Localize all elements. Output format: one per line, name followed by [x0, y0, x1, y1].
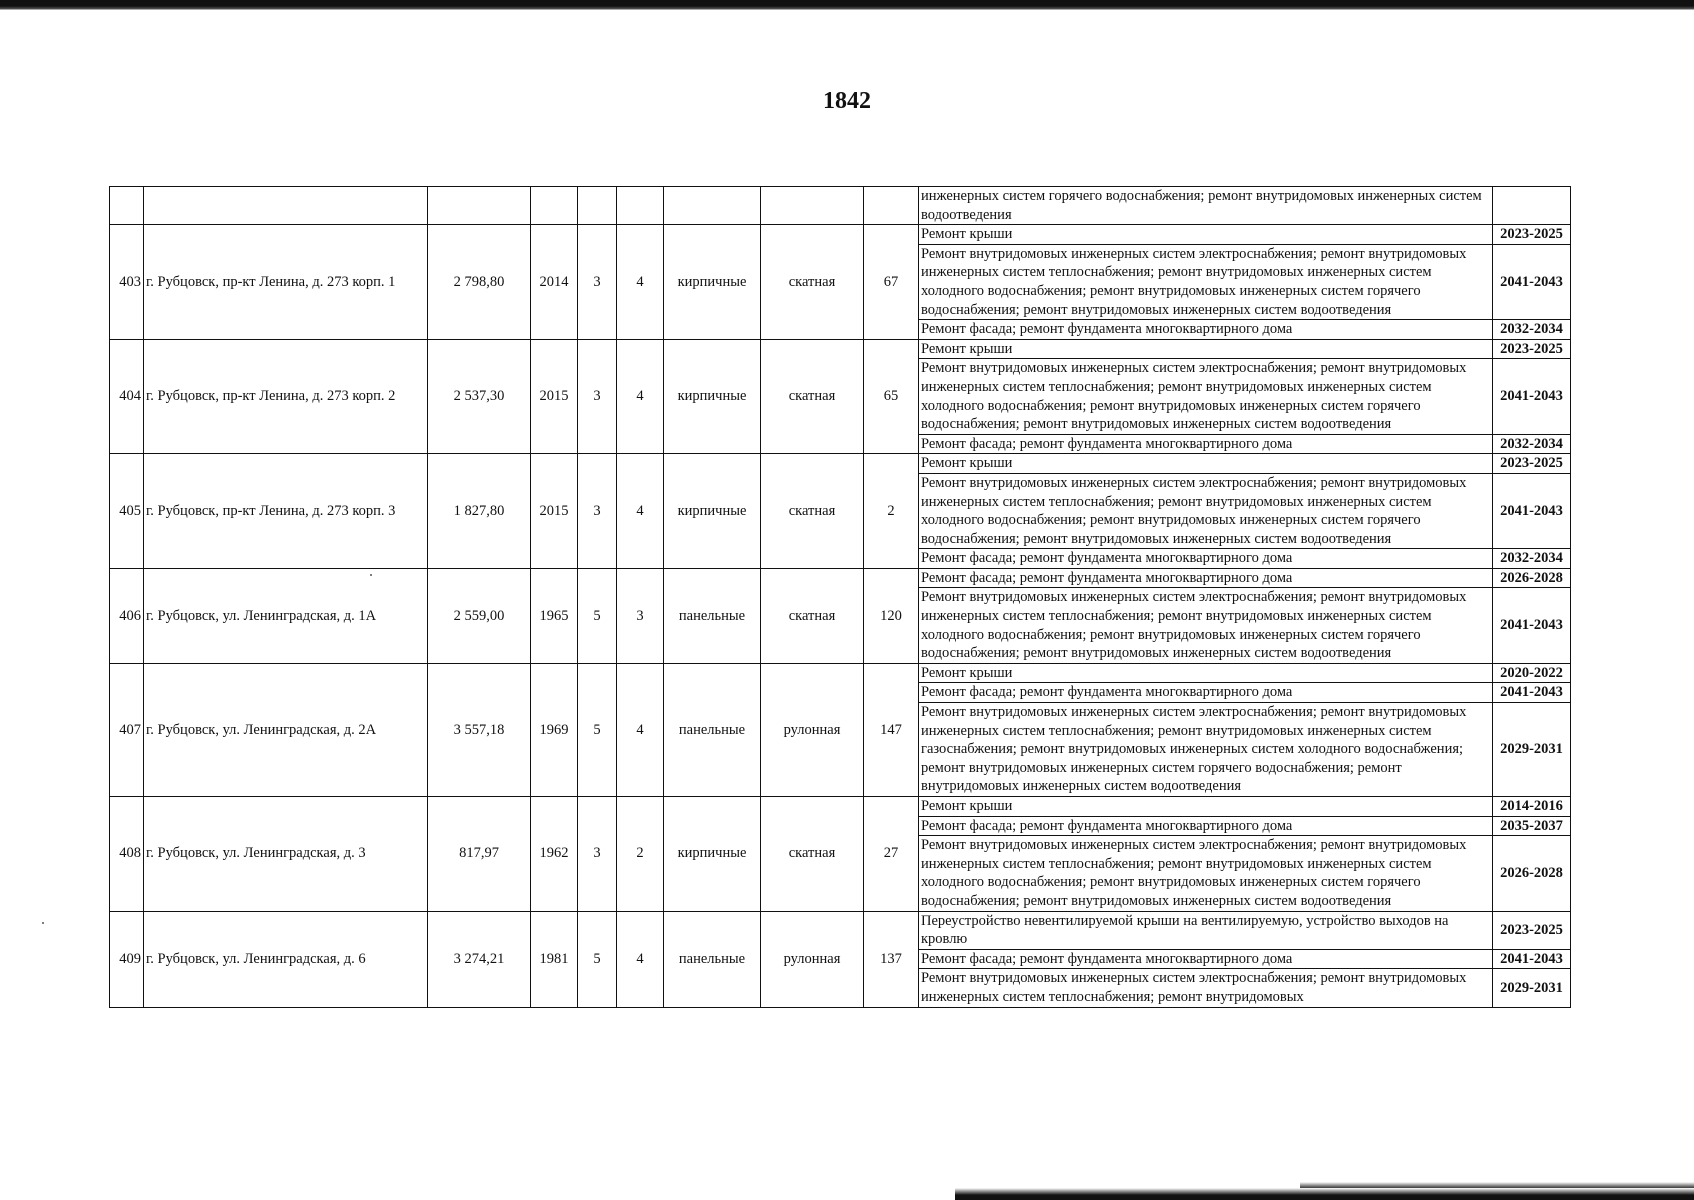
building-area: 817,97	[428, 797, 531, 912]
floors-count: 5	[578, 663, 617, 796]
work-period: 2026-2028	[1493, 568, 1571, 588]
work-period: 2041-2043	[1493, 473, 1571, 548]
work-period: 2023-2025	[1493, 911, 1571, 949]
wall-material: кирпичные	[664, 225, 761, 340]
empty-cell	[110, 187, 144, 225]
wall-material: панельные	[664, 911, 761, 1007]
work-period: 2029-2031	[1493, 969, 1571, 1007]
wall-material: панельные	[664, 568, 761, 663]
work-description: Ремонт фасада; ремонт фундамента многоквартирного дома	[919, 434, 1493, 454]
work-period: 2035-2037	[1493, 816, 1571, 836]
building-row	[110, 797, 1571, 817]
floors-count: 3	[578, 339, 617, 454]
commissioning-year: 2015	[531, 339, 578, 454]
commissioning-year: 1962	[531, 797, 578, 912]
wall-material: кирпичные	[664, 797, 761, 912]
roof-type: скатная	[761, 454, 864, 569]
empty-cell	[578, 187, 617, 225]
empty-cell	[428, 187, 531, 225]
empty-cell	[617, 187, 664, 225]
building-row	[110, 568, 1571, 588]
work-period: 2032-2034	[1493, 320, 1571, 340]
work-period: 2023-2025	[1493, 339, 1571, 359]
work-period: 2029-2031	[1493, 703, 1571, 797]
empty-cell	[664, 187, 761, 225]
work-period: 2032-2034	[1493, 434, 1571, 454]
wall-material: кирпичные	[664, 339, 761, 454]
building-row	[110, 911, 1571, 949]
work-description: Переустройство невентилируемой крыши на вентилируемую, устройство выходов на кровлю	[919, 911, 1493, 949]
work-period: 2032-2034	[1493, 549, 1571, 569]
building-area: 2 798,80	[428, 225, 531, 340]
commissioning-year: 1969	[531, 663, 578, 796]
row-number: 407	[110, 663, 144, 796]
building-row	[110, 339, 1571, 359]
buildings-table	[109, 186, 1571, 1008]
scan-top-edge	[0, 0, 1694, 10]
floors-count: 5	[578, 911, 617, 1007]
work-description: Ремонт внутридомовых инженерных систем электроснабжения; ремонт внутридомовых инженерных систем теплоснабжения; ремонт внутридомовых инженерных систем холодного водоснабжения; ремонт внутридомовых инженерных систем горячего водоснабжения; ремонт внутридомовых инженерных систем водоотведения	[919, 588, 1493, 663]
building-row	[110, 225, 1571, 245]
building-area: 3 557,18	[428, 663, 531, 796]
work-description: Ремонт фасада; ремонт фундамента многоквартирного дома	[919, 683, 1493, 703]
empty-cell	[1493, 187, 1571, 225]
building-area: 2 559,00	[428, 568, 531, 663]
wall-material: панельные	[664, 663, 761, 796]
roof-type: скатная	[761, 797, 864, 912]
entrances-count: 4	[617, 339, 664, 454]
roof-type: рулонная	[761, 911, 864, 1007]
building-address: г. Рубцовск, ул. Ленинградская, д. 2А	[144, 663, 428, 796]
building-area: 1 827,80	[428, 454, 531, 569]
building-address: г. Рубцовск, пр-кт Ленина, д. 273 корп. 3	[144, 454, 428, 569]
work-description: Ремонт фасада; ремонт фундамента многоквартирного дома	[919, 320, 1493, 340]
floors-count: 3	[578, 225, 617, 340]
entrances-count: 3	[617, 568, 664, 663]
building-address: г. Рубцовск, ул. Ленинградская, д. 3	[144, 797, 428, 912]
building-area: 2 537,30	[428, 339, 531, 454]
commissioning-year: 2014	[531, 225, 578, 340]
roof-type: скатная	[761, 568, 864, 663]
work-description: Ремонт крыши	[919, 663, 1493, 683]
work-period: 2023-2025	[1493, 454, 1571, 474]
work-description: инженерных систем горячего водоснабжения; ремонт внутридомовых инженерных систем водоотведения	[919, 187, 1493, 225]
work-description: Ремонт крыши	[919, 797, 1493, 817]
empty-cell	[531, 187, 578, 225]
residents-count: 137	[864, 911, 919, 1007]
work-description: Ремонт крыши	[919, 339, 1493, 359]
commissioning-year: 2015	[531, 454, 578, 569]
work-description: Ремонт внутридомовых инженерных систем электроснабжения; ремонт внутридомовых инженерных систем теплоснабжения; ремонт внутридомовых инженерных систем газоснабжения; ремонт внутридомовых инженерных систем холодного водоснабжения; ремонт внутридомовых инженерных систем горячего водоснабжения; ремонт внутридомовых инженерных систем водоотведения	[919, 703, 1493, 797]
floors-count: 5	[578, 568, 617, 663]
building-address: г. Рубцовск, пр-кт Ленина, д. 273 корп. 1	[144, 225, 428, 340]
work-period: 2041-2043	[1493, 359, 1571, 434]
floors-count: 3	[578, 797, 617, 912]
page-number: 1842	[823, 88, 871, 114]
work-description: Ремонт фасада; ремонт фундамента многоквартирного дома	[919, 549, 1493, 569]
work-description: Ремонт внутридомовых инженерных систем электроснабжения; ремонт внутридомовых инженерных систем теплоснабжения; ремонт внутридомовых инженерных систем холодного водоснабжения; ремонт внутридомовых инженерных систем горячего водоснабжения; ремонт внутридомовых инженерных систем водоотведения	[919, 473, 1493, 548]
wall-material: кирпичные	[664, 454, 761, 569]
row-number: 404	[110, 339, 144, 454]
work-period: 2026-2028	[1493, 836, 1571, 911]
work-period: 2023-2025	[1493, 225, 1571, 245]
work-period: 2041-2043	[1493, 949, 1571, 969]
entrances-count: 4	[617, 454, 664, 569]
roof-type: скатная	[761, 225, 864, 340]
residents-count: 67	[864, 225, 919, 340]
work-description: Ремонт фасада; ремонт фундамента многоквартирного дома	[919, 816, 1493, 836]
work-period: 2041-2043	[1493, 588, 1571, 663]
work-description: Ремонт внутридомовых инженерных систем электроснабжения; ремонт внутридомовых инженерных систем теплоснабжения; ремонт внутридомовых инженерных систем холодного водоснабжения; ремонт внутридомовых инженерных систем горячего водоснабжения; ремонт внутридомовых инженерных систем водоотведения	[919, 836, 1493, 911]
carry-over-row	[110, 187, 1571, 225]
row-number: 403	[110, 225, 144, 340]
building-row	[110, 454, 1571, 474]
building-address: г. Рубцовск, ул. Ленинградская, д. 1А	[144, 568, 428, 663]
work-description: Ремонт внутридомовых инженерных систем электроснабжения; ремонт внутридомовых инженерных систем теплоснабжения; ремонт внутридомовых	[919, 969, 1493, 1007]
floors-count: 3	[578, 454, 617, 569]
residents-count: 147	[864, 663, 919, 796]
entrances-count: 4	[617, 225, 664, 340]
residents-count: 2	[864, 454, 919, 569]
buildings-table-body	[110, 187, 1571, 1008]
entrances-count: 4	[617, 663, 664, 796]
roof-type: рулонная	[761, 663, 864, 796]
work-period: 2014-2016	[1493, 797, 1571, 817]
work-description: Ремонт внутридомовых инженерных систем электроснабжения; ремонт внутридомовых инженерных систем теплоснабжения; ремонт внутридомовых инженерных систем холодного водоснабжения; ремонт внутридомовых инженерных систем горячего водоснабжения; ремонт внутридомовых инженерных систем водоотведения	[919, 359, 1493, 434]
empty-cell	[761, 187, 864, 225]
row-number: 405	[110, 454, 144, 569]
residents-count: 27	[864, 797, 919, 912]
residents-count: 120	[864, 568, 919, 663]
work-period: 2020-2022	[1493, 663, 1571, 683]
building-address: г. Рубцовск, ул. Ленинградская, д. 6	[144, 911, 428, 1007]
scan-bottom-edge	[955, 1188, 1694, 1200]
entrances-count: 2	[617, 797, 664, 912]
residents-count: 65	[864, 339, 919, 454]
roof-type: скатная	[761, 339, 864, 454]
row-number: 406	[110, 568, 144, 663]
building-address: г. Рубцовск, пр-кт Ленина, д. 273 корп. 2	[144, 339, 428, 454]
work-description: Ремонт внутридомовых инженерных систем электроснабжения; ремонт внутридомовых инженерных систем теплоснабжения; ремонт внутридомовых инженерных систем холодного водоснабжения; ремонт внутридомовых инженерных систем горячего водоснабжения; ремонт внутридомовых инженерных систем водоотведения	[919, 244, 1493, 319]
commissioning-year: 1965	[531, 568, 578, 663]
building-row	[110, 663, 1571, 683]
entrances-count: 4	[617, 911, 664, 1007]
building-area: 3 274,21	[428, 911, 531, 1007]
row-number: 408	[110, 797, 144, 912]
work-description: Ремонт крыши	[919, 454, 1493, 474]
empty-cell	[864, 187, 919, 225]
scan-speck	[42, 922, 44, 924]
work-period: 2041-2043	[1493, 244, 1571, 319]
row-number: 409	[110, 911, 144, 1007]
work-description: Ремонт фасада; ремонт фундамента многоквартирного дома	[919, 949, 1493, 969]
work-period: 2041-2043	[1493, 683, 1571, 703]
work-description: Ремонт крыши	[919, 225, 1493, 245]
empty-cell	[144, 187, 428, 225]
work-description: Ремонт фасада; ремонт фундамента многоквартирного дома	[919, 568, 1493, 588]
commissioning-year: 1981	[531, 911, 578, 1007]
